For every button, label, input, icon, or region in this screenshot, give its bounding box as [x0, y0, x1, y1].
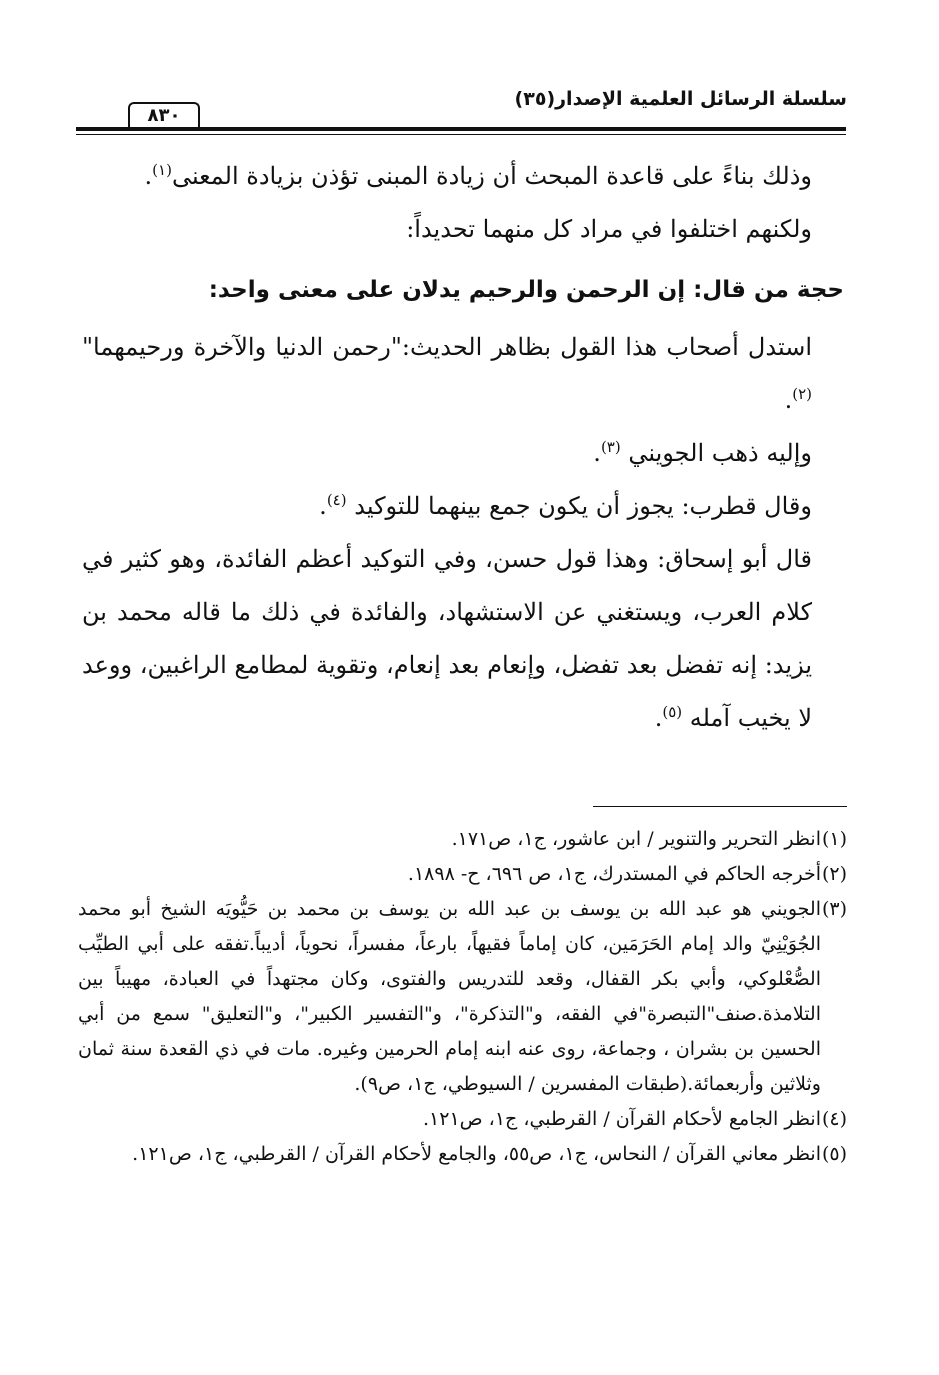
footnote-text: الجويني هو عبد الله بن يوسف بن عبد الله بن يوسف بن محمد بن حَيُّويَه الشيخ أبو محمد الجُوَيْنِيّ والد إمام الحَرَمَين، كان إماماً فقيهاً، بارعاً، مفسراً، نحوياً، أديباً.تفقه على أبي الطيِّب الصُّعْلوكي، وأبي بكر القفال، وقعد للتدريس والفتوى، وكان مجتهداً في العبادة، مهيباً بين التلامذة.صنف"التبصرة"في الفقه، و"التذكرة"، و"التفسير الكبير"، و"التعليق" سمع من أبي الحسين بن بشران ، وجماعة، روى عنه ابنه إمام الحرمين وغيره. مات في ذي القعدة سنة ثمان وثلاثين وأربعمائة.(طبقات المفسرين / السيوطي، ج١، ص٩).	[78, 898, 821, 1095]
footnote-2	[78, 857, 847, 892]
footnote-number: (٢)	[821, 863, 847, 885]
footnote-ref-5: (٥)	[662, 703, 683, 721]
paragraph-2: ولكنهم اختلفوا في مراد كل منهما تحديداً:	[406, 215, 812, 243]
footnotes	[78, 822, 847, 1172]
paragraph-4	[82, 427, 844, 480]
footnote-ref-3: (٣)	[600, 438, 621, 456]
footnote-text: انظر الجامع لأحكام القرآن / القرطبي، ج١، ص١٢١.	[422, 1108, 821, 1130]
footnote-text: انظر التحرير والتنوير / ابن عاشور، ج١، ص١٧١.	[451, 828, 821, 850]
header-rule-thick	[76, 127, 846, 131]
paragraph-1-text: وذلك بناءً على قاعدة المبحث أن زيادة المبنى تؤذن بزيادة المعنى	[171, 162, 812, 190]
footnote-separator	[593, 806, 847, 807]
header-rule-thin	[76, 134, 846, 135]
footnote-number: (٤)	[821, 1108, 847, 1130]
paragraph-4-text: وإليه ذهب الجويني	[620, 439, 812, 467]
footnote-number: (١)	[821, 828, 847, 850]
series-title: سلسلة الرسائل العلمية الإصدار(٣٥)	[514, 88, 847, 110]
footnote-text: أخرجه الحاكم في المستدرك، ج١، ص ٦٩٦، ح- ١٨٩٨.	[407, 863, 821, 885]
footnote-ref-1: (١)	[152, 161, 172, 179]
paragraph-6-end: .	[654, 704, 663, 732]
paragraph-5-end: .	[319, 492, 327, 520]
paragraph-6-text: قال أبو إسحاق: وهذا قول حسن، وفي التوكيد أعظم الفائدة، وهو كثير في كلام العرب، ويستغني عن الاستشهاد، والفائدة في ذلك ما قاله محمد بن يزيد: إنه تفضل بعد تفضل، وإنعام بعد إنعام، وتقوية لمطامع الراغبين، ووعد لا يخيب آمله	[82, 545, 812, 732]
footnote-4	[78, 1102, 847, 1137]
footnote-number: (٥)	[821, 1143, 847, 1165]
paragraph-1-end: .	[144, 162, 153, 190]
footnote-5	[78, 1137, 847, 1172]
paragraph-3	[82, 321, 844, 427]
footnote-number: (٣)	[821, 898, 847, 920]
footnote-3	[78, 892, 847, 1102]
paragraph-3-text: استدل أصحاب هذا القول بظاهر الحديث:"رحمن الدنيا والآخرة ورحيمهما"	[82, 333, 812, 361]
paragraph-4-end: .	[593, 439, 601, 467]
footnote-text: انظر معاني القرآن / النحاس، ج١، ص٥٥، والجامع لأحكام القرآن / القرطبي، ج١، ص١٢١.	[132, 1143, 821, 1165]
footnote-ref-2: (٢)	[792, 385, 812, 403]
section-heading: حجة من قال: إن الرحمن والرحيم يدلان على معنى واحد:	[208, 277, 844, 303]
footnote-ref-4: (٤)	[326, 491, 347, 509]
paragraph-6	[82, 533, 844, 745]
paragraph-5	[82, 480, 844, 533]
main-text	[82, 150, 844, 745]
paragraph-1	[82, 150, 844, 203]
paragraph-3-end: .	[784, 386, 793, 414]
page-number: ٨٣٠	[147, 105, 181, 126]
footnote-1	[78, 822, 847, 857]
page-number-box	[128, 102, 200, 128]
paragraph-5-text: وقال قطرب: يجوز أن يكون جمع بينهما للتوكيد	[346, 492, 812, 520]
